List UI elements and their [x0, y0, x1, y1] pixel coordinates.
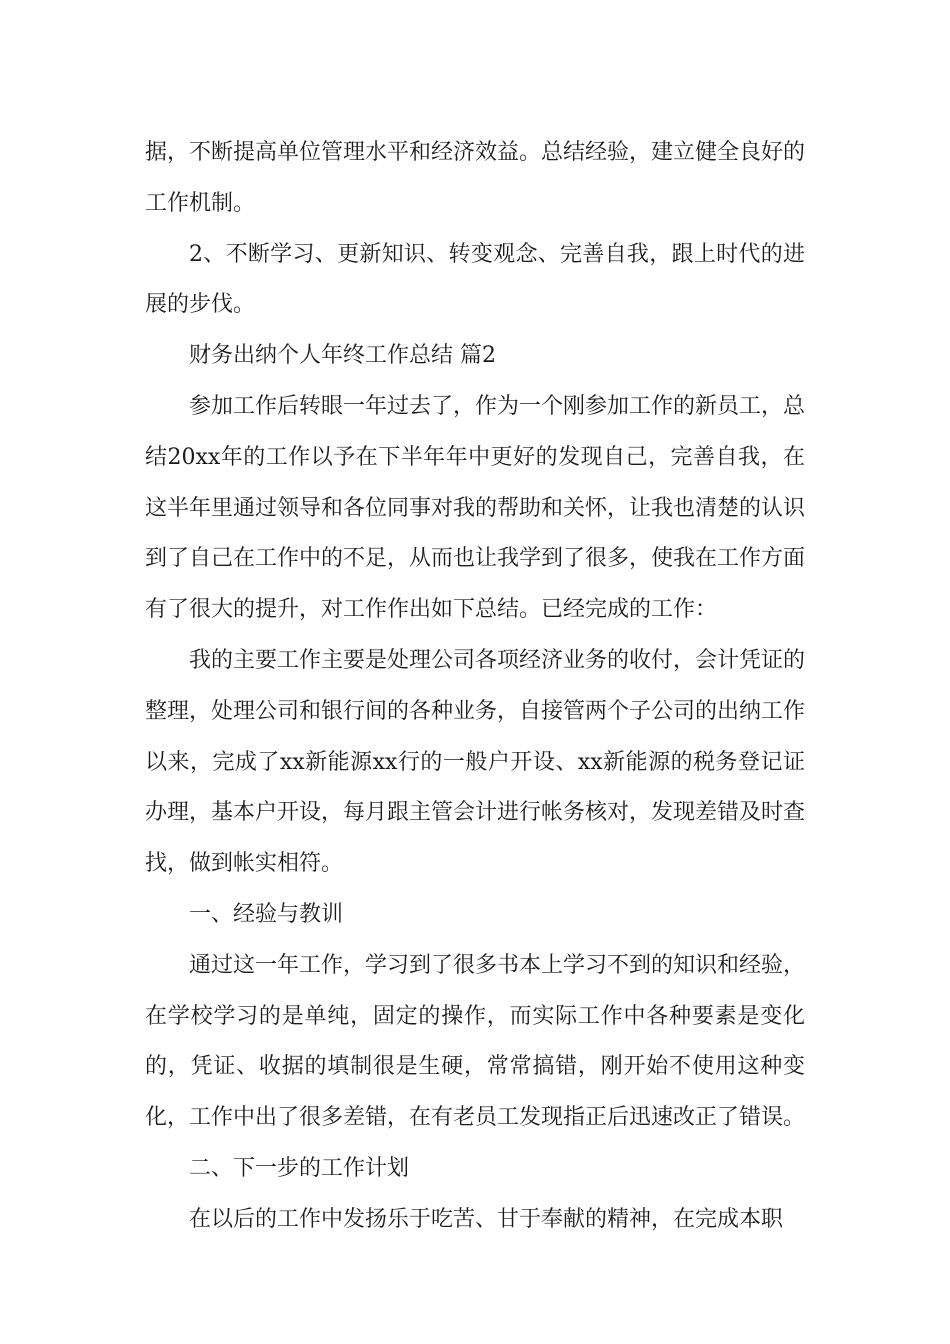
paragraph-item-2: 2、不断学习、更新知识、转变观念、完善自我，跟上时代的进展的步伐。: [145, 241, 805, 318]
paragraph-next-plan: 在以后的工作中发扬乐于吃苦、甘于奉献的精神，在完成本职: [189, 1206, 784, 1232]
paragraph-continuation: 据，不断提高单位管理水平和经济效益。总结经验，建立健全良好的工作机制。: [145, 140, 806, 216]
paragraph-intro: 参加工作后转眼一年过去了，作为一个刚参加工作的新员工，总结20xx年的工作以予在下半年年中更好的发现自己，完善自我，在这半年里通过领导和各位同事对我的帮助和关怀，让我也清楚的认识到了自己在工作中的不足，从而也让我学到了很多，使我在工作方面有了很大的提升，对工作作出如下总结。已经完成的工作：: [145, 393, 806, 623]
paragraph-main-work: 我的主要工作主要是处理公司各项经济业务的收付，会计凭证的整理，处理公司和银行间的各种业务，自接管两个子公司的出纳工作以来，完成了xx新能源xx行的一般户开设、xx新能源的税务登记证办理，基本户开设，每月跟主管会计进行帐务核对，发现差错及时查找，做到帐实相符。: [145, 647, 806, 877]
paragraph-experience: 通过这一年工作，学习到了很多书本上学习不到的知识和经验，在学校学习的是单纯，固定的操作，而实际工作中各种要素是变化的，凭证、收据的填制很是生硬，常常搞错，刚开始不使用这种变化，工作中出了很多差错，在有老员工发现指正后迅速改正了错误。: [145, 952, 806, 1131]
section-title: 财务出纳个人年终工作总结 篇2: [189, 343, 496, 369]
heading-experience: 一、经验与教训: [189, 901, 344, 927]
heading-next-plan: 二、下一步的工作计划: [189, 1155, 410, 1181]
document-body: [145, 128, 805, 1246]
